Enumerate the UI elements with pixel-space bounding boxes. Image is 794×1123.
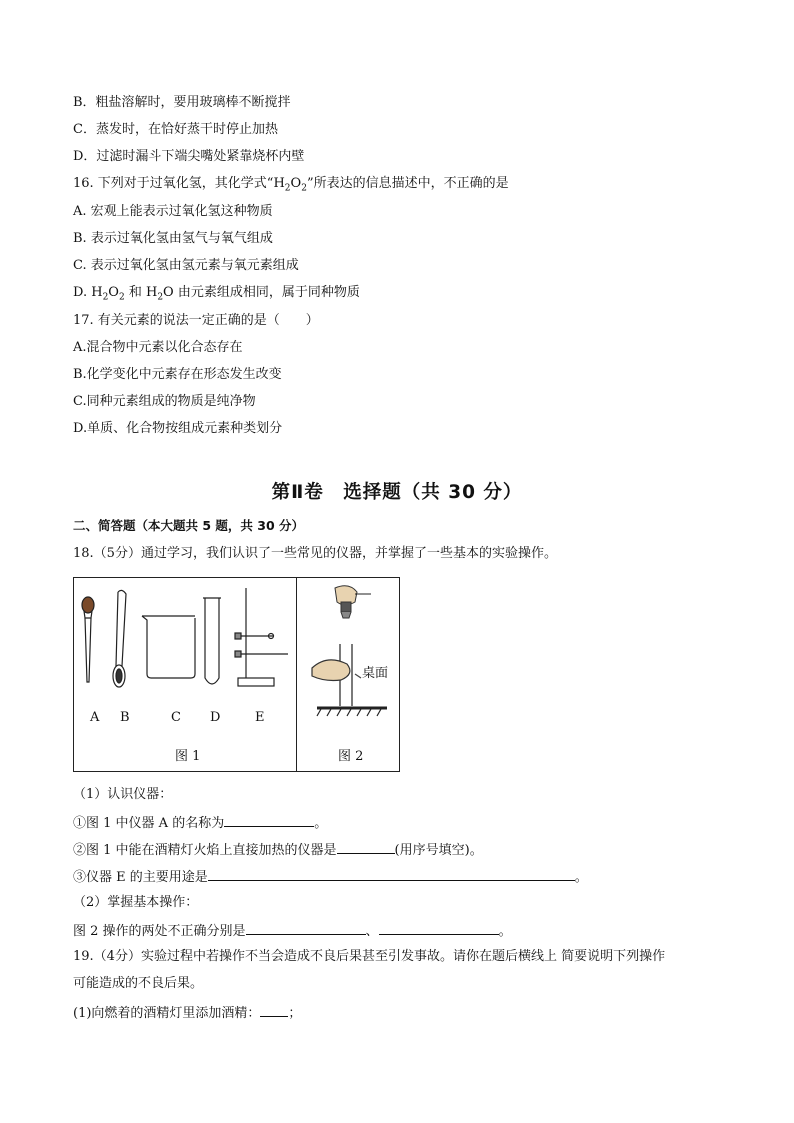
section-heading: 二、简答题（本大题共 5 题，共 30 分） (73, 518, 305, 533)
figure-1-caption: 图 1 (175, 749, 201, 764)
q15-option-b: B．粗盐溶解时，要用玻璃棒不断搅拌 (73, 95, 291, 110)
q19-sub1: (1)向燃着的酒精灯里添加酒精： ； (73, 1003, 301, 1023)
beaker-icon (142, 616, 195, 678)
label-b: B (120, 710, 130, 725)
part-two-title: 第Ⅱ卷 选择题（共 30 分） (271, 482, 523, 503)
q17-option-d: D.单质、化合物按组成元素种类划分 (73, 421, 283, 436)
hand-with-stopper-icon (335, 586, 371, 618)
q16-stem: 16. 下列对于过氧化氢，其化学式“$H_2O_2$”所表达的信息描述中，不正确的是 (73, 176, 509, 194)
test-tube-icon (203, 598, 221, 684)
answer-blank[interactable] (224, 813, 314, 827)
figure-1-drawing (74, 578, 296, 771)
desk-label: 桌面 (362, 666, 389, 681)
q18-part1-2: ②图 1 中能在酒精灯火焰上直接加热的仪器是 (用序号填空)。 (73, 840, 483, 860)
q18-part1: （1）认识仪器： (73, 787, 173, 802)
q18-part1-1: ①图 1 中仪器 A 的名称为 。 (73, 813, 327, 833)
answer-blank[interactable] (246, 921, 366, 935)
q17-option-a: A.混合物中元素以化合态存在 (73, 340, 243, 355)
q19-stem-line2: 可能造成的不良后果。 (73, 976, 204, 991)
answer-blank[interactable] (337, 840, 395, 854)
answer-blank[interactable] (208, 867, 575, 881)
apparatus-figure (73, 577, 400, 772)
q17-option-c: C.同种元素组成的物质是纯净物 (73, 394, 256, 409)
iron-stand-icon (235, 588, 288, 686)
dropper-icon (82, 597, 94, 682)
label-d: D (210, 710, 221, 725)
q18-part2: （2）掌握基本操作： (73, 895, 199, 910)
label-e: E (255, 710, 265, 725)
q17-option-b: B.化学变化中元素存在形态发生改变 (73, 367, 282, 382)
label-a: A (90, 710, 100, 725)
q16-option-b: B. 表示过氧化氢由氢气与氧气组成 (73, 231, 273, 246)
q16-option-a: A. 宏观上能表示过氧化氢这种物质 (73, 204, 273, 219)
answer-blank[interactable] (379, 921, 499, 935)
figure-2-caption: 图 2 (338, 749, 364, 764)
q18-part2-1: 图 2 操作的两处不正确分别是 、 。 (73, 921, 512, 941)
spoon-icon (113, 590, 126, 687)
answer-blank[interactable] (260, 1003, 288, 1017)
q16-option-d: D. $H_2O_2$ 和 $H_2O$ 由元素组成相同，属于同种物质 (73, 285, 360, 303)
q18-stem: 18.（5分）通过学习，我们认识了一些常见的仪器，并掌握了一些基本的实验操作。 (73, 546, 557, 561)
q18-part1-3: ③仪器 E 的主要用途是 。 (73, 867, 588, 887)
test-tube-on-desk-icon (312, 644, 361, 706)
q16-option-c: C. 表示过氧化氢由氢元素与氧元素组成 (73, 258, 299, 273)
q15-option-d: D．过滤时漏斗下端尖嘴处紧靠烧杯内壁 (73, 149, 305, 164)
q15-option-c: C．蒸发时，在恰好蒸干时停止加热 (73, 122, 278, 137)
q17-stem: 17. 有关元素的说法一定正确的是（ ） (73, 313, 319, 328)
q19-stem-line1: 19.（4分）实验过程中若操作不当会造成不良后果甚至引发事故。请你在题后横线上 简要说明下列操作 (73, 949, 666, 964)
desk-icon (317, 708, 387, 716)
label-c: C (171, 710, 181, 725)
